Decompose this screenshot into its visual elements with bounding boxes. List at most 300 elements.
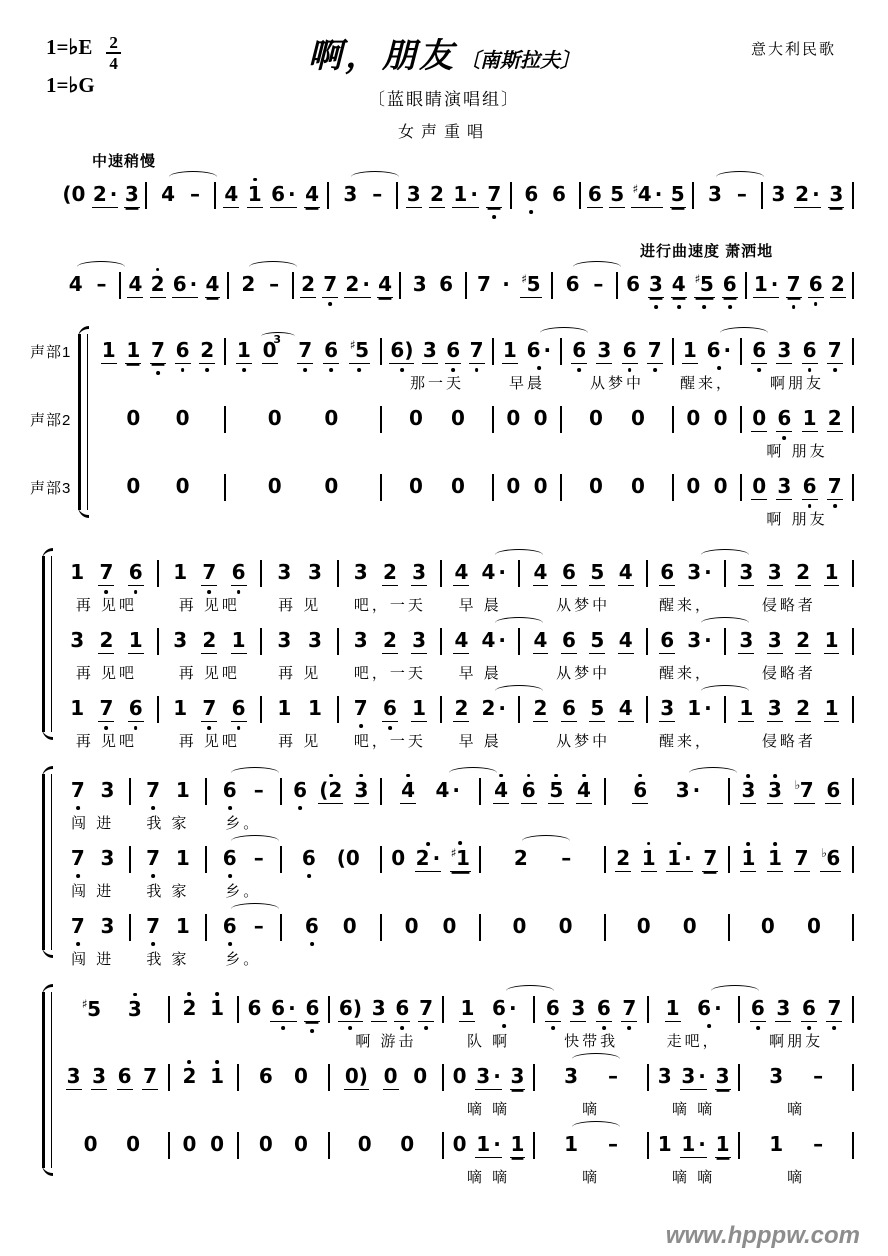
lyric-cell: 醒来， (679, 375, 734, 392)
note: 7 (143, 1063, 158, 1088)
note: 3 (371, 995, 386, 1020)
note: 7 (70, 779, 86, 803)
note: 3 (307, 628, 322, 652)
note: 0 (267, 474, 282, 498)
lyric-cell: 乡。 (225, 883, 262, 900)
note: 7 (201, 561, 217, 586)
measure (56, 1065, 168, 1090)
note: 0 (686, 474, 701, 498)
note: 0 (533, 474, 548, 498)
barline (852, 560, 854, 587)
measure (618, 272, 744, 298)
note: 3 · (476, 1063, 501, 1088)
note: ♯1 (450, 846, 471, 872)
octave-dot-up (406, 774, 410, 778)
note: 7 (476, 272, 491, 296)
part-label: 声部1 (30, 343, 72, 361)
note: 4 · (480, 629, 507, 653)
note: 4 (671, 273, 687, 298)
note: 1 (802, 405, 817, 430)
note: 0 (409, 474, 423, 498)
lyrics-row (30, 1166, 854, 1192)
note: 5 (590, 627, 605, 652)
note: 4 (454, 559, 469, 584)
key-line-1: 1=♭E (46, 35, 93, 59)
voice-row (30, 906, 854, 948)
octave-dot-up (773, 774, 777, 778)
measure (520, 561, 646, 586)
note: 1 (209, 997, 225, 1021)
note: 3 (657, 1063, 672, 1088)
measure (56, 915, 129, 939)
voice-row (30, 838, 854, 880)
ensemble-type: 女声重唱 (397, 124, 490, 141)
note: 1 (460, 995, 475, 1020)
lyric-cell: 我 家 (146, 815, 190, 832)
note: 0 (409, 406, 423, 430)
measure (740, 1133, 852, 1157)
note: 0 (713, 406, 728, 430)
octave-dot-down (134, 590, 138, 594)
octave-dot-down (502, 1024, 506, 1028)
note: 1 (510, 1131, 525, 1156)
note: 2 (181, 997, 197, 1021)
note: 2 (796, 695, 811, 720)
note: 0 (383, 1063, 398, 1088)
note: 7 (786, 273, 802, 298)
octave-dot-down (653, 368, 657, 372)
note: 2 (827, 405, 842, 430)
lyric-cell: 队 啊 (466, 1033, 511, 1050)
header (0, 0, 888, 142)
measure (56, 561, 157, 586)
measure (481, 915, 603, 939)
lyric-cell: 我 家 (146, 883, 190, 900)
lyric-cell: 啊 朋友 (766, 443, 828, 460)
note: 0 (262, 338, 277, 362)
note: ♯5 (349, 338, 370, 364)
accidental: ♭ (794, 778, 800, 792)
watermark: www.hpppw.com (665, 1222, 860, 1249)
measure (730, 778, 852, 804)
measure (481, 847, 603, 871)
measure (207, 779, 280, 803)
note: 0 (451, 474, 465, 498)
lyrics-row (30, 594, 854, 620)
note: 3 (739, 627, 754, 652)
note: 3 (715, 1063, 730, 1088)
note: 3 (100, 846, 115, 870)
slur-arc (720, 327, 768, 339)
note: 1 (70, 695, 85, 720)
measure (494, 407, 560, 431)
lyric-cell: 嘀 嘀 (672, 1101, 716, 1118)
note: 3 (707, 183, 723, 207)
note: 6 (128, 697, 144, 722)
note: 0 (631, 406, 645, 430)
song-origin: 意大利民歌 (750, 41, 836, 58)
note: 3 (127, 998, 143, 1022)
barline (852, 996, 854, 1023)
note: 5 (548, 779, 564, 804)
note: 0 (210, 1132, 224, 1156)
octave-dot-up (773, 842, 777, 846)
measure (401, 273, 464, 297)
part-label: 声部3 (30, 479, 72, 497)
note: 6 (231, 697, 247, 722)
note: 0 (589, 406, 603, 430)
system-bracket (42, 992, 52, 1168)
note: 1 (769, 1132, 784, 1156)
octave-dot-up (133, 993, 137, 997)
note: 4 (533, 559, 548, 584)
measure (520, 697, 646, 722)
note: 0 (126, 1132, 141, 1156)
note: 5 (590, 695, 605, 720)
note: 4 (378, 271, 393, 296)
note: 0 (294, 1064, 308, 1088)
note: 0 (267, 406, 282, 430)
note: 1 (173, 559, 188, 584)
measure (56, 997, 168, 1022)
note: 6 · (172, 271, 198, 296)
measure (467, 272, 551, 298)
measure: 1 0 3 7 6 ♯5 (226, 338, 380, 364)
measure (56, 183, 145, 208)
octave-dot-down (808, 368, 812, 372)
slur-arc (711, 985, 759, 997)
note: 6 (258, 1064, 273, 1088)
measure (56, 629, 157, 654)
note: 0 (342, 914, 357, 938)
measure (442, 561, 518, 586)
lyric-cell: 从梦中 (589, 375, 644, 392)
note: 3 (648, 273, 664, 298)
lyric-cell: 吧，一天 (353, 733, 426, 750)
octave-dot-down (298, 806, 302, 810)
lyrics-row (30, 662, 854, 688)
note: 6 · (526, 339, 553, 363)
note: 1 (173, 695, 188, 720)
measure (207, 915, 280, 939)
note: 3 (777, 473, 792, 498)
note: 3 · (686, 561, 713, 585)
note: – (253, 778, 264, 802)
octave-dot-down (207, 590, 211, 594)
lyric-cell: 快带我 (564, 1033, 619, 1050)
measure (382, 475, 492, 499)
octave-dot-up (360, 774, 364, 778)
measure (742, 475, 852, 500)
note: 1 (101, 337, 116, 362)
octave-dot-down (228, 874, 232, 878)
lyric-cell: 啊朋友 (769, 1033, 824, 1050)
octave-dot-down (492, 215, 496, 219)
tempo-marking: 中速稍慢 (92, 153, 157, 170)
note: 3 (70, 627, 85, 652)
barline (852, 338, 854, 365)
barline (852, 696, 854, 723)
lyric-cell: 再 见 (278, 665, 322, 682)
slur-arc (689, 767, 737, 779)
measure (330, 1065, 442, 1090)
measure (147, 183, 214, 207)
system-verse-4 (30, 988, 854, 1192)
note: ♯5 (521, 272, 541, 296)
octave-dot-down (151, 874, 155, 878)
note: 7 (418, 997, 434, 1022)
note: 4 (618, 627, 633, 652)
note: 6 (808, 273, 824, 298)
octave-dot-down (654, 305, 658, 309)
note: 0) (344, 1063, 368, 1088)
note: 6 (292, 779, 308, 803)
note: 1 · (476, 1131, 501, 1156)
lyric-cell: 嘀 嘀 (466, 1169, 511, 1186)
octave-dot-down (349, 1026, 353, 1030)
note: 3 (353, 559, 368, 584)
measure (442, 629, 518, 654)
note: 0 (512, 914, 527, 938)
note: 6 (521, 779, 537, 804)
note: 6 (304, 997, 320, 1022)
measure (92, 407, 224, 431)
note: 4 (618, 559, 633, 584)
note: 1 (502, 337, 517, 362)
note: 0 (806, 914, 821, 938)
measure (56, 1133, 168, 1157)
octave-dot-down (808, 504, 812, 508)
note: 7 (145, 847, 161, 871)
octave-dot-down (76, 874, 80, 878)
slur-arc (701, 617, 749, 629)
measure (382, 846, 480, 872)
note: 4 (400, 779, 416, 804)
key-signature (46, 34, 121, 98)
note: 6 (117, 1063, 132, 1088)
note: 1 (175, 914, 190, 938)
measure (606, 779, 728, 804)
lyric-cell: 闯 进 (71, 815, 115, 832)
note: 7 (322, 273, 338, 298)
note: 6 (445, 339, 461, 364)
note: 6 (222, 915, 238, 939)
lyric-cell: 嘀 嘀 (466, 1101, 511, 1118)
note: 6 (128, 561, 144, 586)
note: 6) (389, 339, 414, 364)
barline (852, 778, 854, 805)
note: · (502, 272, 510, 296)
note: 1 (824, 695, 839, 720)
note: 2 (240, 273, 256, 297)
note: 4 · (434, 779, 461, 803)
note: 4 (305, 181, 319, 206)
note: 1 (715, 1131, 730, 1156)
measure (131, 915, 204, 939)
measure (329, 183, 396, 207)
note: 6 (565, 273, 581, 297)
measure (382, 779, 480, 804)
note: 3 (342, 183, 358, 207)
song-title-annex: 〔南斯拉夫〕 (460, 50, 580, 72)
measure (170, 1065, 237, 1089)
octave-dot-down (833, 504, 837, 508)
measure (56, 273, 119, 297)
note: 6 · (271, 181, 296, 206)
note: 0 (404, 914, 419, 938)
octave-dot-up (527, 774, 531, 778)
octave-dot-down (577, 368, 581, 372)
measure (648, 561, 724, 586)
note: 7 (827, 339, 843, 364)
measure (159, 561, 260, 586)
key-line-2: 1=♭G (46, 73, 95, 97)
note: (2 (318, 779, 343, 804)
time-denominator: 4 (109, 54, 118, 73)
measure (730, 915, 852, 939)
lyric-cell: 吧，一天 (353, 665, 426, 682)
accidental: ♯ (349, 338, 355, 352)
voice-row (30, 398, 854, 440)
note: 2 · (480, 697, 507, 721)
measure (512, 183, 579, 207)
measure (282, 915, 380, 939)
octave-dot-down (702, 305, 706, 309)
note: – (593, 272, 604, 296)
octave-dot-down (628, 368, 632, 372)
measure (674, 475, 740, 499)
note: 6 (571, 339, 587, 364)
octave-dot-up (215, 992, 219, 996)
accidental: ♯ (81, 996, 87, 1011)
octave-dot-down (708, 1024, 712, 1028)
note: 3 (767, 627, 782, 652)
octave-dot-down (833, 368, 837, 372)
measure (535, 1133, 647, 1157)
octave-dot-up (747, 842, 751, 846)
note: ♯4 · (632, 182, 663, 206)
note: 7 (98, 697, 114, 722)
note: 0 (686, 406, 701, 430)
octave-dot-up (426, 842, 430, 846)
measure (170, 1133, 237, 1157)
note: – (607, 1132, 618, 1156)
note: 0 (506, 474, 521, 498)
note: 6 (323, 339, 339, 364)
octave-dot-down (358, 368, 362, 372)
system-verse-3 (30, 770, 854, 974)
note: 0 (760, 914, 775, 938)
measure (56, 779, 129, 803)
octave-dot-down (792, 305, 796, 309)
note: 2 (199, 339, 215, 364)
note: – (813, 1064, 824, 1088)
note: 4 (618, 695, 633, 720)
measure (726, 561, 852, 586)
voice-row (30, 770, 854, 812)
note: 2 (181, 1065, 197, 1089)
title-block (308, 28, 580, 142)
note: 0 (391, 846, 406, 870)
octave-dot-down (728, 305, 732, 309)
song-title: 啊，朋友 (308, 37, 456, 75)
measure (339, 629, 440, 654)
measure (282, 779, 380, 804)
lyric-cell: 再 见 (278, 733, 322, 750)
measure (726, 629, 852, 654)
octave-dot-down (242, 368, 246, 372)
note: – (607, 1064, 618, 1088)
octave-dot-up (253, 178, 257, 182)
note: 3 (124, 181, 139, 206)
note: 1 (657, 1131, 672, 1156)
measure (562, 475, 672, 499)
note: 2 · (345, 271, 370, 296)
score (0, 148, 888, 1192)
note: – (190, 182, 200, 206)
measure (444, 1133, 533, 1158)
note: 7 (647, 339, 663, 364)
octave-dot-down (307, 874, 311, 878)
system-verse-2 (30, 552, 854, 756)
note: 6 (750, 997, 766, 1022)
barline (852, 474, 854, 501)
note: 3 (100, 778, 115, 802)
note: 0 (752, 473, 767, 498)
note: 3 (354, 779, 370, 804)
note: 0 (400, 1132, 415, 1156)
note: 7 (826, 997, 842, 1022)
barline (852, 1132, 854, 1159)
note: 0 (506, 406, 521, 430)
note: 1 (824, 559, 839, 584)
octave-dot-down (537, 366, 541, 370)
measure (562, 339, 672, 364)
measure (330, 1133, 442, 1157)
note: 1 (236, 339, 252, 364)
octave-dot-down (181, 368, 185, 372)
note: 0 (83, 1132, 98, 1156)
lyrics-row (30, 730, 854, 756)
measure (398, 183, 509, 208)
measure (444, 997, 533, 1022)
measure (239, 997, 328, 1022)
note: 3 (100, 914, 115, 938)
voice-row (30, 620, 854, 662)
lyric-cell: 侵略者 (761, 665, 816, 682)
note: 7 (794, 846, 809, 870)
note: 6 (561, 695, 576, 720)
note: ♯5 (81, 996, 102, 1021)
measure (730, 846, 852, 872)
note: 0 (413, 1063, 428, 1088)
lyrics-row (30, 372, 854, 398)
measure (747, 273, 852, 298)
measure (226, 407, 380, 431)
note: ♭7 (794, 778, 814, 802)
note: 3 (771, 181, 786, 206)
octave-dot-down (388, 726, 392, 730)
barline (852, 628, 854, 655)
measure (262, 629, 338, 653)
octave-dot-up (187, 1060, 191, 1064)
note: (0 (336, 846, 360, 870)
note: 4 (576, 779, 592, 804)
measure (216, 183, 327, 208)
lyric-cell: 吧，一天 (353, 597, 426, 614)
measure (239, 1065, 328, 1089)
measure (56, 697, 157, 722)
